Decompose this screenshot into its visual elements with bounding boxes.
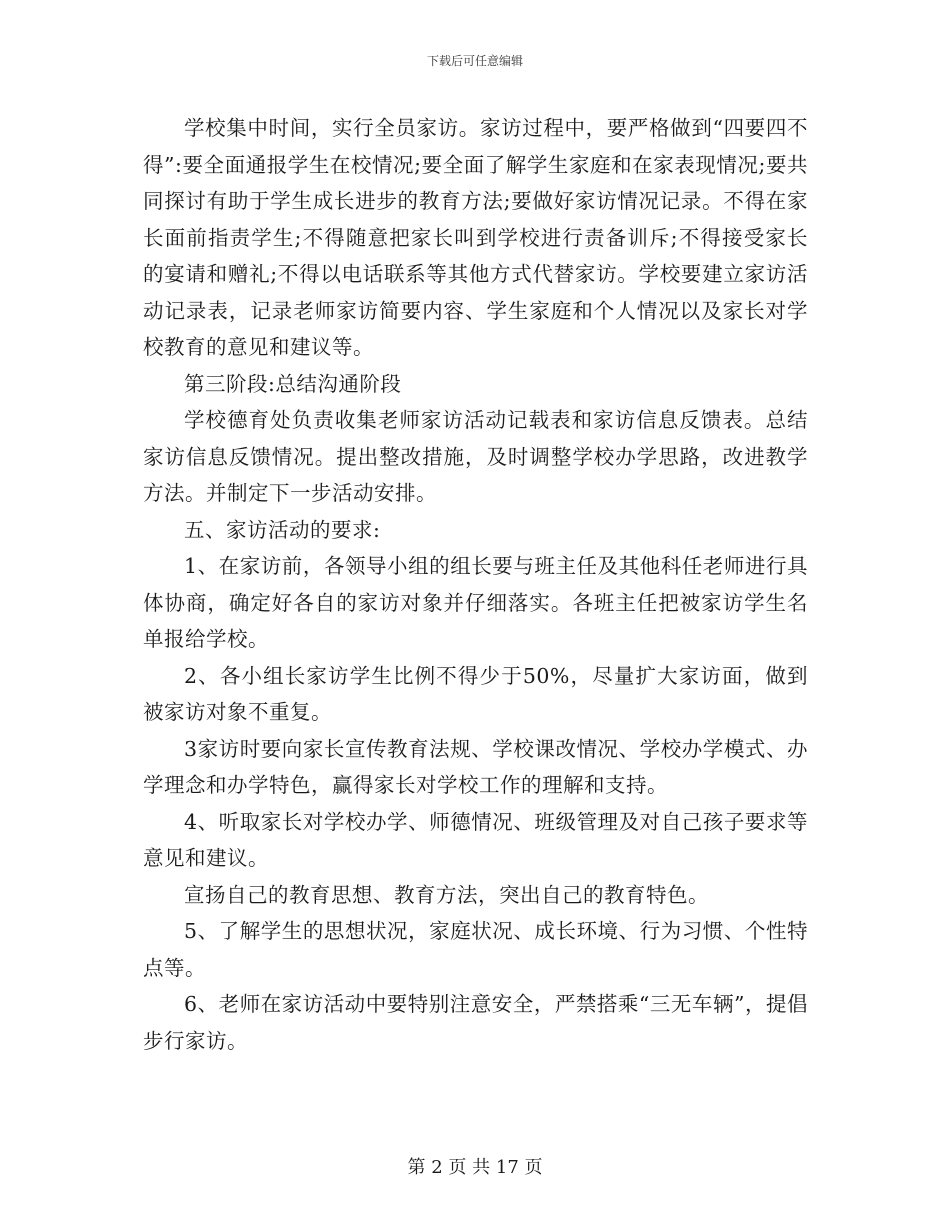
paragraph-requirement-6: 6、老师在家访活动中要特别注意安全，严禁搭乘“三无车辆”，提倡步行家访。 [143,992,808,1053]
paragraph-requirement-2: 2、各小组长家访学生比例不得少于50%，尽量扩大家访面，做到被家访对象不重复。 [143,663,808,724]
current-page-number: 2 [431,1157,443,1178]
paragraph-requirement-5: 5、了解学生的思想状况，家庭状况、成长环境、行为习惯、个性特点等。 [143,919,808,980]
page-label-prefix: 第 [407,1157,426,1178]
paragraph-section-five-heading: 五、家访活动的要求: [184,517,381,542]
paragraph-requirement-4: 4、听取家长对学校办学、师德情况、班级管理及对自己孩子要求等意见和建议。 [143,809,808,870]
paragraph-stage-three-heading: 第三阶段:总结沟通阶段 [184,371,402,396]
document-body [143,110,808,1059]
paragraph-home-visit-rules: 学校集中时间，实行全员家访。家访过程中，要严格做到“四要四不得”:要全面通报学生在校情况;要全面了解学生家庭和在家表现情况;要共同探讨有助于学生成长进步的教育方法;要做好家访情况记录。不得在家长面前指责学生;不得随意把家长叫到学校进行责备训斥;不得接受家长的宴请和赠礼;不得以电话联系等其他方式代替家访。学校要建立家访活动记录表，记录老师家访简要内容、学生家庭和个人情况以及家长对学校教育的意见和建议等。 [143,116,808,359]
page-label-middle: 页 共 [448,1157,491,1178]
paragraph-requirement-1: 1、在家访前，各领导小组的组长要与班主任及其他科任老师进行具体协商，确定好各自的家访对象并仔细落实。各班主任把被家访学生名单报给学校。 [143,554,808,651]
paragraph-promote-ideas: 宣扬自己的教育思想、教育方法，突出自己的教育特色。 [184,882,709,907]
paragraph-stage-three-body: 学校德育处负责收集老师家访活动记载表和家访信息反馈表。总结家访信息反馈情况。提出整改措施，及时调整学校办学思路，改进教学方法。并制定下一步活动安排。 [143,408,808,505]
paragraph-requirement-3: 3家访时要向家长宣传教育法规、学校课改情况、学校办学模式、办学理念和办学特色，赢得家长对学校工作的理解和支持。 [143,736,808,797]
header-edit-note: 下载后可任意编辑 [426,54,523,68]
total-pages-number: 17 [495,1157,519,1178]
page-label-suffix: 页 [524,1157,543,1178]
page-number-footer [0,1153,950,1179]
